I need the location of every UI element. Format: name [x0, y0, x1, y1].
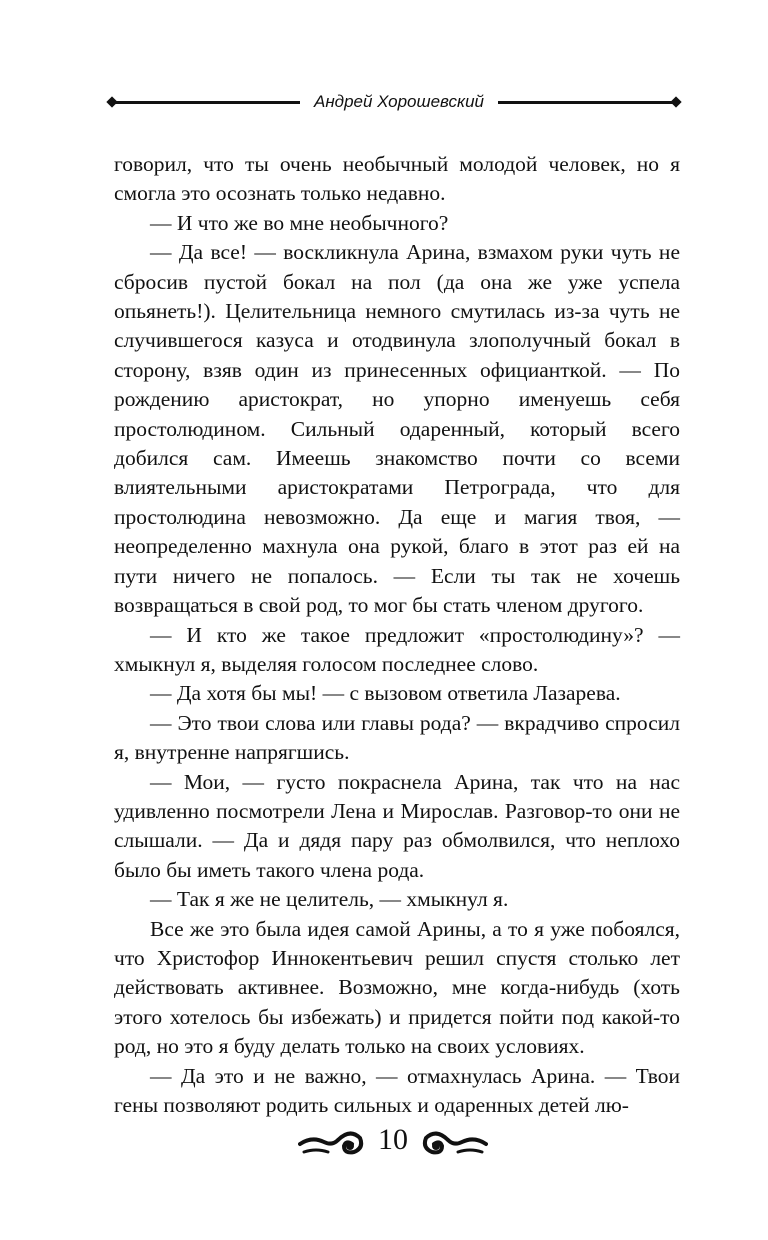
scroll-flourish-left-icon — [298, 1124, 364, 1165]
header-author: Андрей Хорошевский — [313, 92, 484, 111]
paragraph: — Так я же не целитель, — хмыкнул я. — [150, 887, 509, 912]
paragraph-continuation: говорил, что ты очень необычный молодой человек, но я смогла это осознать только недавно. — [114, 152, 680, 206]
page-footer — [298, 1118, 488, 1166]
running-header — [108, 90, 680, 114]
paragraph: — Да все! — воскликнула Арина, взмахом руки чуть не сбросив пустой бокал на пол (да она же уже успела опьянеть!). Целительница немного смутилась из-за чуть не случившегося казуса и отодвинула злополучный бокал в сторону, взяв один из принесенных официанткой. — По рождению аристократ, но упорно именуешь себя простолюдином. Сильный одаренный, который всего добился сам. Имеешь знакомство почти со всеми влиятельными аристократами Петрограда, что для простолюдина невозможно. Да еще и магия твоя, — неопределенно махнула она рукой, благо в этот раз ей на пути ничего не попалось. — Если ты так не хочешь возвращаться в свой род, то мог бы стать членом другого. — [114, 240, 680, 618]
paragraph: — И кто же такое предложит «простолюдину»? — хмыкнул я, выделяя голосом последнее слово. — [114, 622, 680, 676]
header-diamond-right-icon — [670, 96, 681, 107]
header-rule-right — [498, 101, 674, 104]
paragraph: — Да это и не важно, — отмахнулась Арина. — Твои гены позволяют родить сильных и одаренных детей лю- — [114, 1063, 680, 1117]
paragraph: — Да хотя бы мы! — с вызовом ответила Лазарева. — [150, 681, 621, 706]
page-number: 10 — [378, 1123, 408, 1156]
paragraph: — Мои, — густо покраснела Арина, так что на нас удивленно посмотрели Лена и Мирослав. Разговор-то они не слышали. — Да и дядя пару раз обмолвился, что неплохо было бы иметь такого члена рода. — [114, 769, 680, 882]
body-text — [114, 150, 680, 1120]
paragraph: — Это твои слова или главы рода? — вкрадчиво спросил я, внутренне напрягшись. — [114, 710, 680, 765]
paragraph: — И что же во мне необычного? — [150, 210, 449, 235]
scroll-flourish-right-icon — [422, 1124, 488, 1165]
paragraph: Все же это была идея самой Арины, а то я уже побоялся, что Христофор Иннокентьевич решил спустя столько лет действовать активнее. Возможно, мне когда-нибудь (хоть этого хотелось бы избежать) и придется пойти под какой-то род, но это я буду делать только на своих условиях. — [114, 916, 680, 1059]
header-rule-left — [114, 101, 300, 104]
